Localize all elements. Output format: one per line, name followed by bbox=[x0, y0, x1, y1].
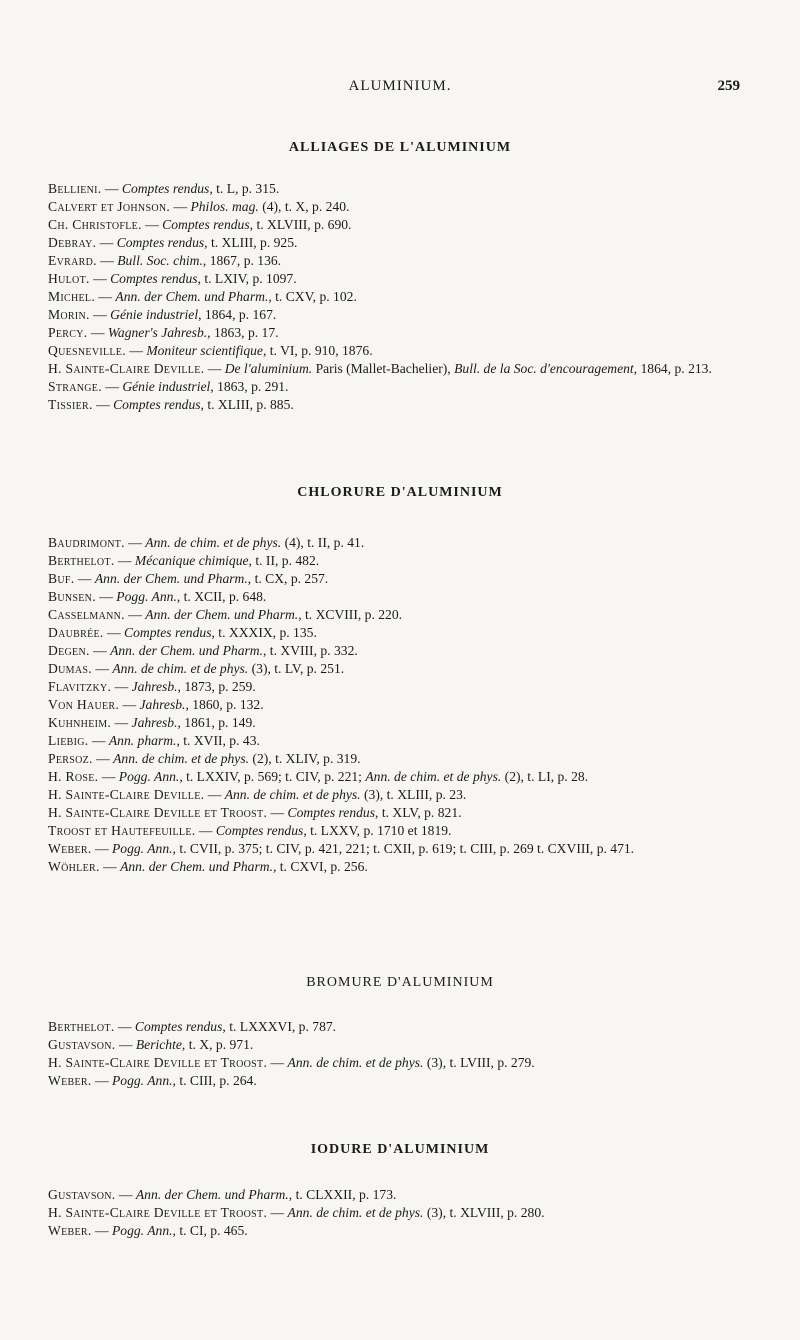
entry-source: Philos. mag. bbox=[190, 199, 259, 214]
entry-source: Comptes rendus bbox=[113, 397, 201, 412]
bibliography-entry bbox=[48, 234, 764, 252]
entry-details: (3), t. XLVIII, p. 280. bbox=[423, 1205, 545, 1220]
entry-separator: — bbox=[119, 697, 140, 712]
entry-author: Ch. Christofle. bbox=[48, 217, 142, 232]
entry-details: , t. XCII, p. 648. bbox=[176, 589, 267, 604]
entry-separator: — bbox=[92, 751, 114, 766]
bibliography-entry bbox=[48, 840, 764, 858]
entry-details: , t. CX, p. 257. bbox=[247, 571, 329, 586]
entry-details: , t. LXXV, p. 1710 et 1819. bbox=[303, 823, 452, 838]
entry-source: Ann. de chim. et de phys. bbox=[113, 751, 250, 766]
entry-details: , t. XLIII, p. 885. bbox=[200, 397, 294, 412]
bibliography-entry bbox=[48, 624, 764, 642]
entries-chlorure bbox=[48, 534, 764, 876]
entry-author: Dumas. bbox=[48, 661, 92, 676]
entry-details: , t. XXXIX, p. 135. bbox=[211, 625, 317, 640]
bibliography-entry bbox=[48, 768, 764, 786]
entry-separator: — bbox=[91, 841, 112, 856]
entry-source: Berichte bbox=[135, 1037, 182, 1052]
entry-author: Bellieni. bbox=[48, 181, 102, 196]
entries-bromure bbox=[48, 1018, 764, 1090]
entry-author: Liebig. bbox=[48, 733, 89, 748]
bibliography-entry bbox=[48, 1036, 764, 1054]
entry-author: Casselmann. bbox=[48, 607, 125, 622]
entry-separator: — bbox=[88, 733, 109, 748]
entry-details-secondary: (2), t. LI, p. 28. bbox=[501, 769, 589, 784]
bibliography-entry bbox=[48, 696, 764, 714]
entry-details: , t. XVIII, p. 332. bbox=[263, 643, 358, 658]
bibliography-entry bbox=[48, 858, 764, 876]
entries-iodure bbox=[48, 1186, 764, 1240]
entry-separator: — bbox=[141, 217, 163, 232]
entry-source: Moniteur scientifique bbox=[146, 343, 263, 358]
bibliography-entry bbox=[48, 570, 764, 588]
entry-source: Ann. de chim. et de phys. bbox=[145, 535, 282, 550]
entry-separator: — bbox=[114, 553, 135, 568]
entry-author: H. Sainte-Claire Deville. bbox=[48, 787, 205, 802]
entries-alliages bbox=[48, 180, 764, 414]
entry-details: , t. CXVI, p. 256. bbox=[272, 859, 368, 874]
entry-author: H. Sainte-Claire Deville. bbox=[48, 361, 205, 376]
entry-separator: — bbox=[124, 535, 146, 550]
entry-separator: — bbox=[103, 625, 125, 640]
entry-separator: — bbox=[204, 787, 225, 802]
entry-author: Flavitzky. bbox=[48, 679, 112, 694]
entry-separator: — bbox=[267, 805, 288, 820]
bibliography-entry bbox=[48, 1018, 764, 1036]
bibliography-entry bbox=[48, 360, 764, 378]
entry-separator: — bbox=[89, 643, 111, 658]
entry-details: (3), t. LVIII, p. 279. bbox=[423, 1055, 535, 1070]
entry-author: Gustavson. bbox=[48, 1037, 116, 1052]
bibliography-entry bbox=[48, 396, 764, 414]
bibliography-entry bbox=[48, 534, 764, 552]
entry-separator: — bbox=[101, 181, 122, 196]
entry-source: Wagner's Jahresb. bbox=[107, 325, 208, 340]
entry-separator: — bbox=[96, 235, 117, 250]
entry-details: , t. LXXXVI, p. 787. bbox=[222, 1019, 337, 1034]
entry-details: , t. CVII, p. 375; t. CIV, p. 421, 221; t. CXII, p. 619; t. CIII, p. 269 t. CXVIII, p. 471. bbox=[172, 841, 635, 856]
entry-author: Hulot. bbox=[48, 271, 90, 286]
entry-source: Ann. de chim. et de phys. bbox=[224, 787, 361, 802]
entry-separator: — bbox=[95, 289, 116, 304]
entry-source: Ann. der Chem. und Pharm. bbox=[135, 1187, 289, 1202]
bibliography-entry bbox=[48, 1204, 764, 1222]
entry-separator: — bbox=[115, 1037, 136, 1052]
entry-author: Kuhnheim. bbox=[48, 715, 112, 730]
page-header bbox=[0, 78, 800, 104]
entry-details: , 1867, p. 136. bbox=[202, 253, 282, 268]
bibliography-entry bbox=[48, 804, 764, 822]
entry-author: Debray. bbox=[48, 235, 97, 250]
entry-details: , t. CIII, p. 264. bbox=[172, 1073, 257, 1088]
bibliography-entry bbox=[48, 642, 764, 660]
entry-details: , 1861, p. 149. bbox=[177, 715, 256, 730]
entry-source-secondary: Bull. de la Soc. d'encouragement bbox=[454, 361, 634, 376]
entry-separator: — bbox=[99, 859, 121, 874]
entry-separator: — bbox=[101, 379, 123, 394]
entry-details: , t. II, p. 482. bbox=[248, 553, 320, 568]
entry-author: H. Sainte-Claire Deville et Troost. bbox=[48, 1205, 268, 1220]
entry-source: Jahresb. bbox=[139, 697, 186, 712]
entry-separator: — bbox=[74, 571, 95, 586]
entry-separator: — bbox=[204, 361, 225, 376]
section-title-chlorure: CHLORURE D'ALUMINIUM bbox=[297, 485, 503, 500]
entry-source: Pogg. Ann. bbox=[118, 769, 180, 784]
entry-source: Génie industriel bbox=[122, 379, 211, 394]
bibliography-entry bbox=[48, 198, 764, 216]
entry-author: Berthelot. bbox=[48, 1019, 115, 1034]
entry-details: (4), t. II, p. 41. bbox=[281, 535, 365, 550]
entry-author: Degen. bbox=[48, 643, 90, 658]
entry-separator: — bbox=[267, 1055, 288, 1070]
entry-source: Bull. Soc. chim. bbox=[117, 253, 203, 268]
entry-author: Berthelot. bbox=[48, 553, 115, 568]
entry-source: Comptes rendus bbox=[110, 271, 198, 286]
entry-source: Pogg. Ann. bbox=[116, 589, 177, 604]
entry-author: Morin. bbox=[48, 307, 90, 322]
entry-source: Pogg. Ann. bbox=[111, 841, 173, 856]
entry-author: Quesneville. bbox=[48, 343, 126, 358]
bibliography-entry bbox=[48, 678, 764, 696]
entry-source: Mécanique chimique bbox=[134, 553, 249, 568]
entry-source: Comptes rendus bbox=[124, 625, 212, 640]
entry-author: Baudrimont. bbox=[48, 535, 125, 550]
entry-source: Comptes rendus bbox=[162, 217, 250, 232]
entry-author: H. Rose. bbox=[48, 769, 99, 784]
entry-separator: — bbox=[124, 607, 146, 622]
entry-separator: — bbox=[89, 271, 111, 286]
entry-details: , 1860, p. 132. bbox=[185, 697, 264, 712]
entry-details: , 1863, p. 291. bbox=[210, 379, 289, 394]
entry-source: Comptes rendus bbox=[287, 805, 376, 820]
bibliography-entry bbox=[48, 216, 764, 234]
entry-details: , t. LXIV, p. 1097. bbox=[197, 271, 297, 286]
bibliography-entry bbox=[48, 786, 764, 804]
entry-details: , t. XCVIII, p. 220. bbox=[298, 607, 403, 622]
bibliography-entry bbox=[48, 378, 764, 396]
bibliography-entry bbox=[48, 342, 764, 360]
entry-separator: — bbox=[114, 1019, 135, 1034]
entry-author: Wöhler. bbox=[48, 859, 100, 874]
bibliography-entry bbox=[48, 588, 764, 606]
entry-author: Weber. bbox=[48, 841, 92, 856]
entry-source: Génie industriel bbox=[110, 307, 199, 322]
entry-author: Weber. bbox=[48, 1223, 92, 1238]
entry-author: Tissier. bbox=[48, 397, 93, 412]
entry-source: Ann. der Chem. und Pharm. bbox=[115, 289, 269, 304]
entry-source: Comptes rendus bbox=[134, 1019, 223, 1034]
entry-details: (2), t. XLIV, p. 319. bbox=[249, 751, 361, 766]
entry-details: Paris (Mallet-Bachelier), bbox=[312, 361, 455, 376]
entry-details: (3), t. LV, p. 251. bbox=[248, 661, 345, 676]
entry-source: Pogg. Ann. bbox=[111, 1223, 173, 1238]
entry-source: Ann. der Chem. und Pharm. bbox=[94, 571, 248, 586]
entry-source: Ann. de chim. et de phys. bbox=[112, 661, 249, 676]
entry-author: Gustavson. bbox=[48, 1187, 116, 1202]
entry-author: Weber. bbox=[48, 1073, 92, 1088]
entry-details: , t. X, p. 971. bbox=[181, 1037, 254, 1052]
bibliography-entry bbox=[48, 732, 764, 750]
entry-separator: — bbox=[111, 679, 132, 694]
entry-source-secondary: Ann. de chim. et de phys. bbox=[365, 769, 502, 784]
entry-author: Evrard. bbox=[48, 253, 97, 268]
bibliography-entry bbox=[48, 1072, 764, 1090]
entry-source: Comptes rendus bbox=[121, 181, 210, 196]
entry-source: Pogg. Ann. bbox=[111, 1073, 173, 1088]
bibliography-entry bbox=[48, 552, 764, 570]
entry-separator: — bbox=[115, 1187, 136, 1202]
entry-source: Ann. pharm. bbox=[108, 733, 177, 748]
entry-details: , 1873, p. 259. bbox=[177, 679, 256, 694]
entry-author: Percy. bbox=[48, 325, 88, 340]
entry-separator: — bbox=[92, 397, 114, 412]
entry-author: Buf. bbox=[48, 571, 75, 586]
entry-author: Troost et Hautefeuille. bbox=[48, 823, 196, 838]
bibliography-entry bbox=[48, 180, 764, 198]
bibliography-entry bbox=[48, 714, 764, 732]
section-title-bromure: BROMURE D'ALUMINIUM bbox=[306, 975, 494, 990]
entry-author: H. Sainte-Claire Deville et Troost. bbox=[48, 1055, 268, 1070]
bibliography-entry bbox=[48, 288, 764, 306]
section-title-iodure: IODURE D'ALUMINIUM bbox=[310, 1142, 490, 1157]
entry-source: Jahresb. bbox=[131, 715, 178, 730]
entry-source: De l'aluminium. bbox=[224, 361, 313, 376]
entry-source: Comptes rendus bbox=[215, 823, 304, 838]
bibliography-entry bbox=[48, 1186, 764, 1204]
entry-author: H. Sainte-Claire Deville et Troost. bbox=[48, 805, 268, 820]
entry-source: Ann. der Chem. und Pharm. bbox=[145, 607, 299, 622]
entry-separator: — bbox=[91, 1073, 112, 1088]
entry-author: Persoz. bbox=[48, 751, 93, 766]
bibliography-entry bbox=[48, 1222, 764, 1240]
running-title: ALUMINIUM. bbox=[348, 78, 452, 94]
entry-separator: — bbox=[91, 661, 113, 676]
entry-source: Ann. der Chem. und Pharm. bbox=[110, 643, 263, 658]
bibliography-entry bbox=[48, 270, 764, 288]
bibliography-entry bbox=[48, 750, 764, 768]
page-number: 259 bbox=[717, 78, 740, 94]
entry-details-secondary: , 1864, p. 213. bbox=[633, 361, 712, 376]
entry-details: , t. CI, p. 465. bbox=[172, 1223, 248, 1238]
entry-separator: — bbox=[96, 253, 118, 268]
entry-source: Jahresb. bbox=[131, 679, 178, 694]
entry-separator: — bbox=[195, 823, 216, 838]
entry-source: Comptes rendus bbox=[116, 235, 205, 250]
entry-separator: — bbox=[267, 1205, 288, 1220]
bibliography-entry bbox=[48, 660, 764, 678]
section-title-alliages: ALLIAGES DE L'ALUMINIUM bbox=[288, 140, 512, 155]
entry-separator: — bbox=[95, 589, 117, 604]
bibliography-entry bbox=[48, 252, 764, 270]
entry-separator: — bbox=[91, 1223, 112, 1238]
entry-separator: — bbox=[87, 325, 108, 340]
entry-details: , t. VI, p. 910, 1876. bbox=[262, 343, 373, 358]
entry-details: , t. XVII, p. 43. bbox=[176, 733, 260, 748]
bibliography-entry bbox=[48, 606, 764, 624]
entry-details: , t. XLVIII, p. 690. bbox=[249, 217, 352, 232]
entry-details: (4), t. X, p. 240. bbox=[258, 199, 350, 214]
bibliography-entry bbox=[48, 324, 764, 342]
bibliography-entry bbox=[48, 822, 764, 840]
entry-author: Von Hauer. bbox=[48, 697, 120, 712]
entry-source: Ann. der Chem. und Pharm. bbox=[120, 859, 273, 874]
entry-source: Ann. de chim. et de phys. bbox=[287, 1055, 424, 1070]
entry-details: , t. XLIII, p. 925. bbox=[204, 235, 298, 250]
entry-source: Ann. de chim. et de phys. bbox=[287, 1205, 424, 1220]
bibliography-entry bbox=[48, 306, 764, 324]
entry-details: , t. CLXXII, p. 173. bbox=[288, 1187, 397, 1202]
entry-author: Michel. bbox=[48, 289, 96, 304]
entry-details: , 1864, p. 167. bbox=[198, 307, 277, 322]
entry-author: Bunsen. bbox=[48, 589, 96, 604]
entry-details: (3), t. XLIII, p. 23. bbox=[360, 787, 467, 802]
entry-separator: — bbox=[170, 199, 191, 214]
entry-author: Calvert et Johnson. bbox=[48, 199, 171, 214]
entry-separator: — bbox=[89, 307, 111, 322]
entry-details: , t. L, p. 315. bbox=[209, 181, 280, 196]
entry-details: , t. XLV, p. 821. bbox=[375, 805, 462, 820]
bibliography-entry bbox=[48, 1054, 764, 1072]
entry-author: Daubrée. bbox=[48, 625, 104, 640]
entry-separator: — bbox=[111, 715, 132, 730]
entry-separator: — bbox=[98, 769, 119, 784]
entry-author: Strange. bbox=[48, 379, 102, 394]
entry-details: , 1863, p. 17. bbox=[207, 325, 279, 340]
entry-separator: — bbox=[125, 343, 147, 358]
entry-details: , t. CXV, p. 102. bbox=[268, 289, 357, 304]
entry-details: , t. LXXIV, p. 569; t. CIV, p. 221; bbox=[179, 769, 366, 784]
